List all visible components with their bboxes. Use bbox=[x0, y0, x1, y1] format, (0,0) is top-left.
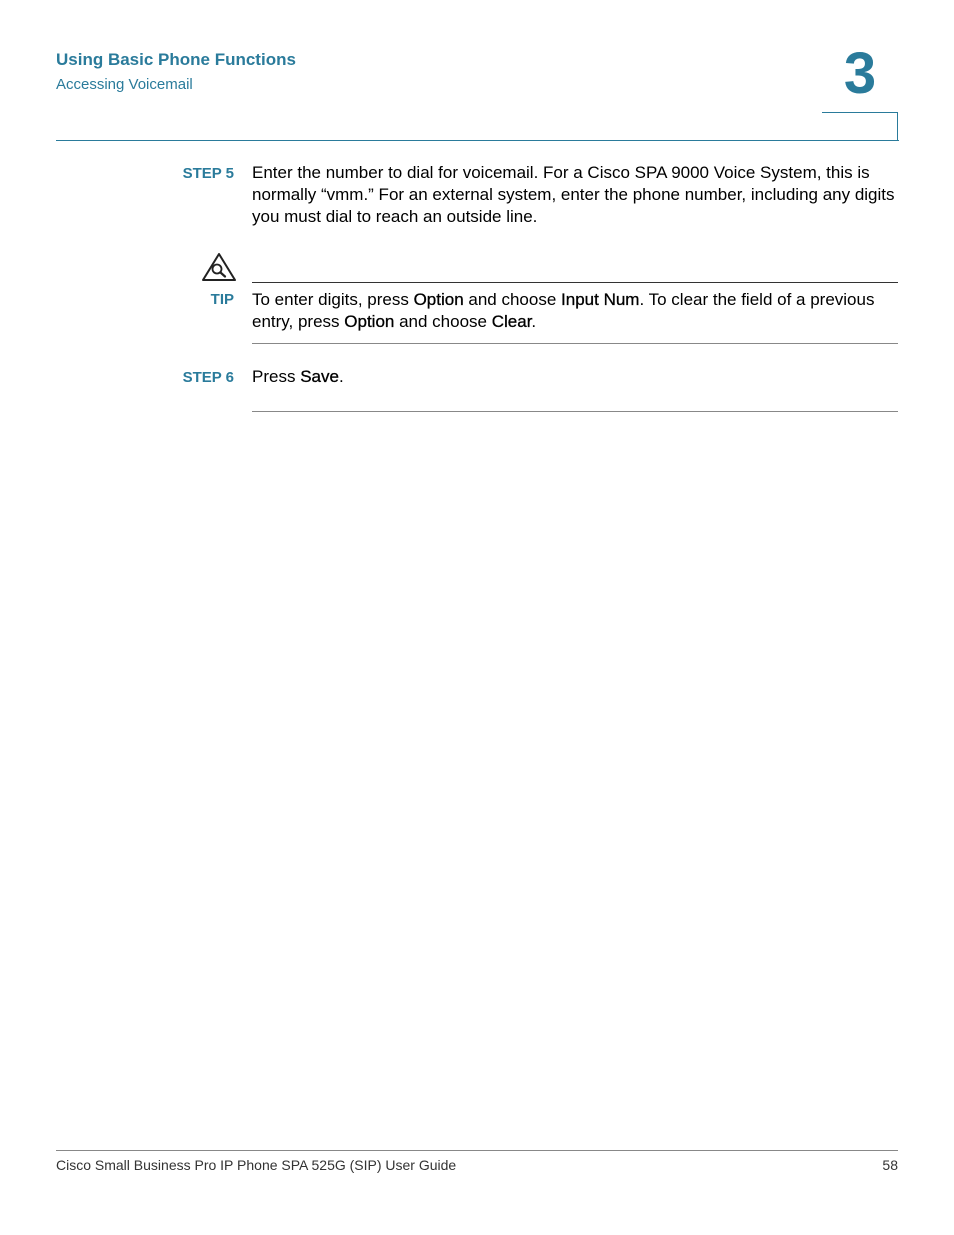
step-6-text: Press Save. bbox=[252, 367, 344, 386]
section-title: Accessing Voicemail bbox=[56, 76, 193, 93]
footer-divider bbox=[56, 1150, 898, 1151]
chapter-number-frame bbox=[822, 112, 898, 140]
header-divider bbox=[56, 140, 899, 141]
step-6-label: STEP 6 bbox=[182, 369, 234, 386]
tip-bottom-rule bbox=[252, 343, 898, 344]
tip-text: To enter digits, press Option and choose Input Num. To clear the field of a previous entry, press Option and choose Clear. bbox=[252, 290, 875, 331]
tip-top-rule bbox=[252, 282, 898, 283]
footer-guide-title: Cisco Small Business Pro IP Phone SPA 525G (SIP) User Guide bbox=[56, 1157, 457, 1173]
step-5-label: STEP 5 bbox=[182, 165, 234, 182]
chapter-number: 3 bbox=[843, 41, 877, 106]
magnifier-tip-icon bbox=[200, 252, 238, 284]
tip-label: TIP bbox=[210, 291, 234, 308]
page-number: 58 bbox=[882, 1157, 898, 1173]
chapter-title: Using Basic Phone Functions bbox=[56, 50, 296, 69]
step-5-text: Enter the number to dial for voicemail. For a Cisco SPA 9000 Voice System, this is normally “vmm.” For an external system, enter the phone number, including any digits you must dial to reach an outside line. bbox=[252, 163, 895, 226]
step-6-rule bbox=[252, 411, 898, 412]
